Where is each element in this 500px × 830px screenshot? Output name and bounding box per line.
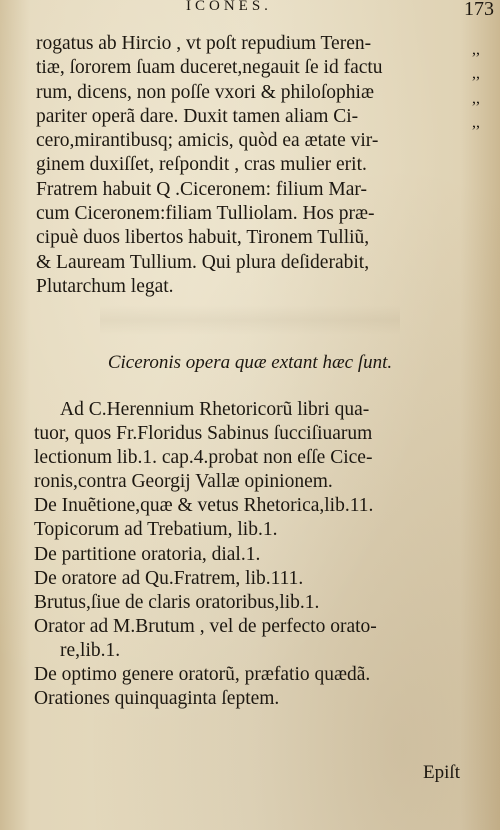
- text-line: pariter operã dare. Duxit tamen aliam Ci-: [36, 105, 359, 127]
- works-list-item: ronis,contra Georgij Vallæ opinionem.: [34, 471, 333, 493]
- running-head: ICONES.: [186, 0, 272, 14]
- text-line: & Lauream Tullium. Qui plura deſiderabit,: [36, 251, 370, 273]
- works-list: [34, 398, 479, 711]
- works-list-item: re,lib.1.: [60, 639, 121, 661]
- works-list-item: Ad C.Herennium Rhetoricorũ libri qua-: [60, 399, 370, 420]
- biography-paragraph: [36, 32, 476, 299]
- works-list-item: De optimo genere oratorũ, præfatio quædã.: [34, 664, 371, 686]
- works-list-item: Brutus,ſiue de claris oratoribus,lib.1.: [34, 591, 320, 613]
- works-list-item: Topicorum ad Trebatium, lib.1.: [34, 519, 278, 541]
- text-line: rum, dicens, non poſſe vxori & philoſophiæ: [36, 81, 374, 103]
- text-line: cum Ciceronem:filiam Tulliolam. Hos præ-: [36, 203, 375, 225]
- section-heading: Ciceronis opera quæ extant hæc ſunt.: [107, 352, 393, 373]
- works-list-item: De Inuẽtione,quæ & vetus Rhetorica,lib.11.: [34, 495, 374, 517]
- works-list-item: lectionum lib.1. cap.4.probat non eſſe Cice-: [34, 447, 373, 469]
- text-line: ginem duxiſſet, reſpondit , cras mulier erit.: [36, 154, 367, 176]
- text-line: Fratrem habuit Q .Ciceronem: filium Mar-: [36, 178, 368, 200]
- quote-mark: ,,: [472, 89, 480, 107]
- works-list-item: Orator ad M.Brutum , vel de perfecto orato-: [34, 615, 377, 637]
- text-line: tiæ, ſororem ſuam duceret,negauit ſe id factu: [36, 57, 383, 79]
- ink-show-through: [100, 305, 400, 335]
- text-line: Plutarchum legat.: [36, 275, 174, 297]
- page-header: [0, 0, 500, 26]
- works-list-item: De partitione oratoria, dial.1.: [34, 543, 261, 565]
- text-line: cero,mirantibusq; amicis, quòd ea ætate vir-: [36, 130, 379, 152]
- quote-mark: ,,: [472, 113, 480, 131]
- works-list-item: De oratore ad Qu.Fratrem, lib.111.: [34, 567, 304, 589]
- works-list-item: Orationes quinquaginta ſeptem.: [34, 688, 280, 710]
- quote-mark: ,,: [472, 65, 480, 83]
- catchword: Epiſt: [423, 762, 460, 783]
- page-number: 173: [464, 0, 494, 20]
- works-list-item: tuor, quos Fr.Floridus Sabinus ſucciſiuarum: [34, 423, 373, 445]
- quote-mark: ,,: [472, 41, 480, 58]
- text-line: rogatus ab Hircio , vt poſt repudium Teren-: [36, 33, 372, 54]
- text-line: cipuè duos libertos habuit, Tironem Tulliũ,: [36, 227, 370, 249]
- margin-quote-marks: [472, 38, 496, 135]
